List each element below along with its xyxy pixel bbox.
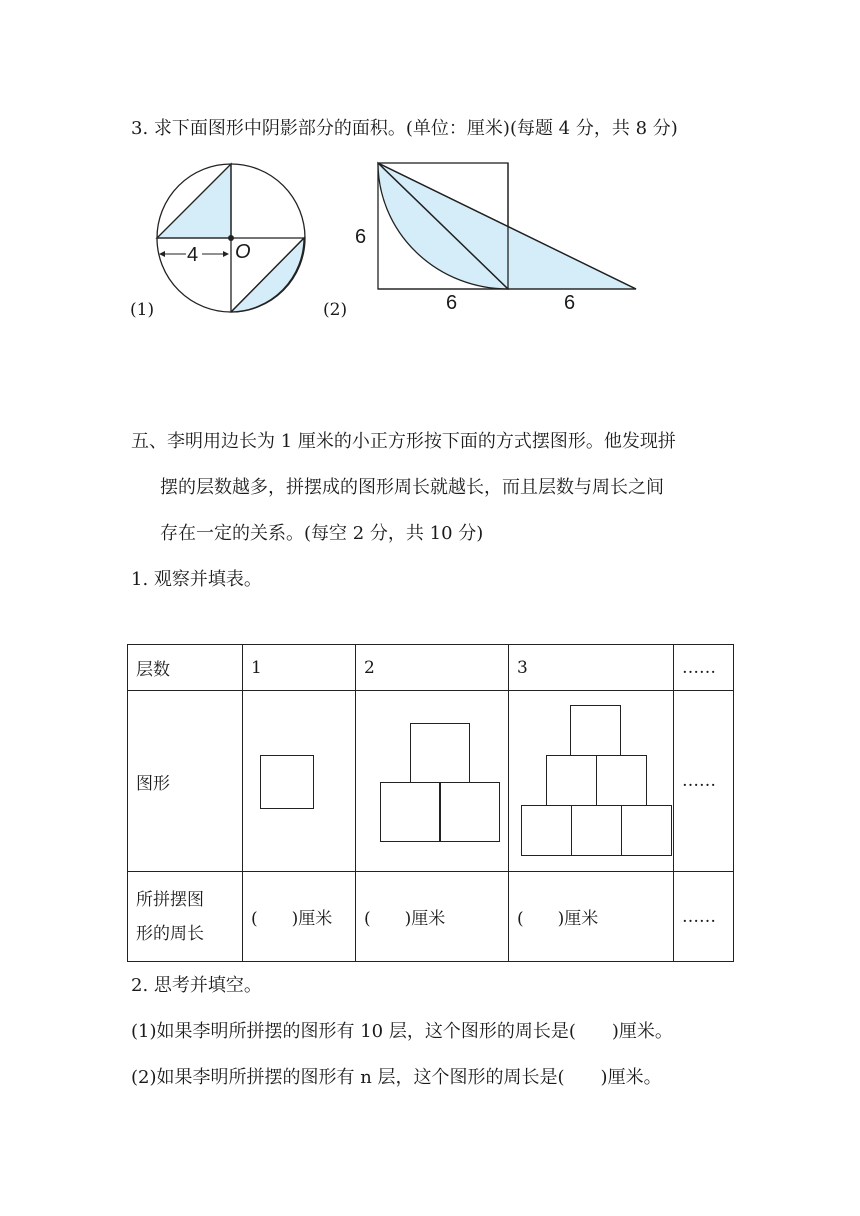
square-block bbox=[621, 805, 672, 856]
square-block bbox=[380, 782, 440, 842]
figure-2-bottom-label-1: 6 bbox=[446, 292, 458, 314]
square-block bbox=[521, 805, 572, 856]
figure-2-label: (2) bbox=[323, 300, 348, 320]
figure-1-circle bbox=[150, 158, 310, 318]
figure-2-side-label: 6 bbox=[355, 226, 367, 248]
table-cell-perimeter-3[interactable]: ( )厘米 bbox=[509, 872, 674, 962]
square-block bbox=[596, 755, 647, 806]
table-cell-figure-3 bbox=[509, 691, 674, 872]
section-5-intro-line-3: 存在一定的关系。(每空 2 分，共 10 分) bbox=[160, 523, 484, 544]
section-5-intro-line-2: 摆的层数越多，拼摆成的图形周长就越长，而且层数与周长之间 bbox=[160, 477, 664, 498]
table-row-figures bbox=[128, 691, 734, 872]
table-header-perimeter-line-2: 形的周长 bbox=[136, 923, 204, 944]
table-cell-layer-more: …… bbox=[674, 645, 734, 691]
perimeter-table bbox=[127, 644, 734, 962]
table-header-figure: 图形 bbox=[128, 691, 243, 872]
question-5-1-text: 1. 观察并填表。 bbox=[131, 569, 262, 590]
table-cell-layer-2: 2 bbox=[356, 645, 509, 691]
figure-1-radius-label: 4 bbox=[187, 244, 199, 266]
table-header-perimeter bbox=[128, 872, 243, 962]
table-cell-layer-3: 3 bbox=[509, 645, 674, 691]
figure-1-center-label: O bbox=[235, 241, 251, 263]
square-block bbox=[260, 755, 314, 809]
question-3-text: 3. 求下面图形中阴影部分的面积。(单位：厘米)(每题 4 分，共 8 分) bbox=[131, 118, 678, 139]
square-block bbox=[546, 755, 597, 806]
table-cell-figure-1 bbox=[243, 691, 356, 872]
figure-1-label: (1) bbox=[130, 300, 155, 320]
table-cell-layer-1: 1 bbox=[243, 645, 356, 691]
table-cell-figure-2 bbox=[356, 691, 509, 872]
table-cell-perimeter-1[interactable]: ( )厘米 bbox=[243, 872, 356, 962]
question-5-2-text: 2. 思考并填空。 bbox=[131, 975, 262, 996]
question-5-2-1-text: (1)如果李明所拼摆的图形有 10 层，这个图形的周长是( )厘米。 bbox=[131, 1021, 673, 1042]
table-header-perimeter-line-1: 所拼摆图 bbox=[136, 889, 204, 910]
figure-2-bottom-label-2: 6 bbox=[564, 292, 576, 314]
table-row-layers bbox=[128, 645, 734, 691]
table-header-layers: 层数 bbox=[128, 645, 243, 691]
square-block bbox=[440, 782, 500, 842]
figure-2-square-triangle bbox=[370, 155, 640, 295]
square-block bbox=[410, 723, 470, 783]
table-row-perimeter bbox=[128, 872, 734, 962]
section-5-intro-line-1: 五、李明用边长为 1 厘米的小正方形按下面的方式摆图形。他发现拼 bbox=[131, 431, 676, 452]
table-cell-perimeter-more: …… bbox=[674, 872, 734, 962]
square-block bbox=[571, 805, 622, 856]
square-block bbox=[570, 705, 621, 756]
question-5-2-2-text: (2)如果李明所拼摆的图形有 n 层，这个图形的周长是( )厘米。 bbox=[131, 1067, 662, 1088]
table-cell-figure-more: …… bbox=[674, 691, 734, 872]
table-cell-perimeter-2[interactable]: ( )厘米 bbox=[356, 872, 509, 962]
